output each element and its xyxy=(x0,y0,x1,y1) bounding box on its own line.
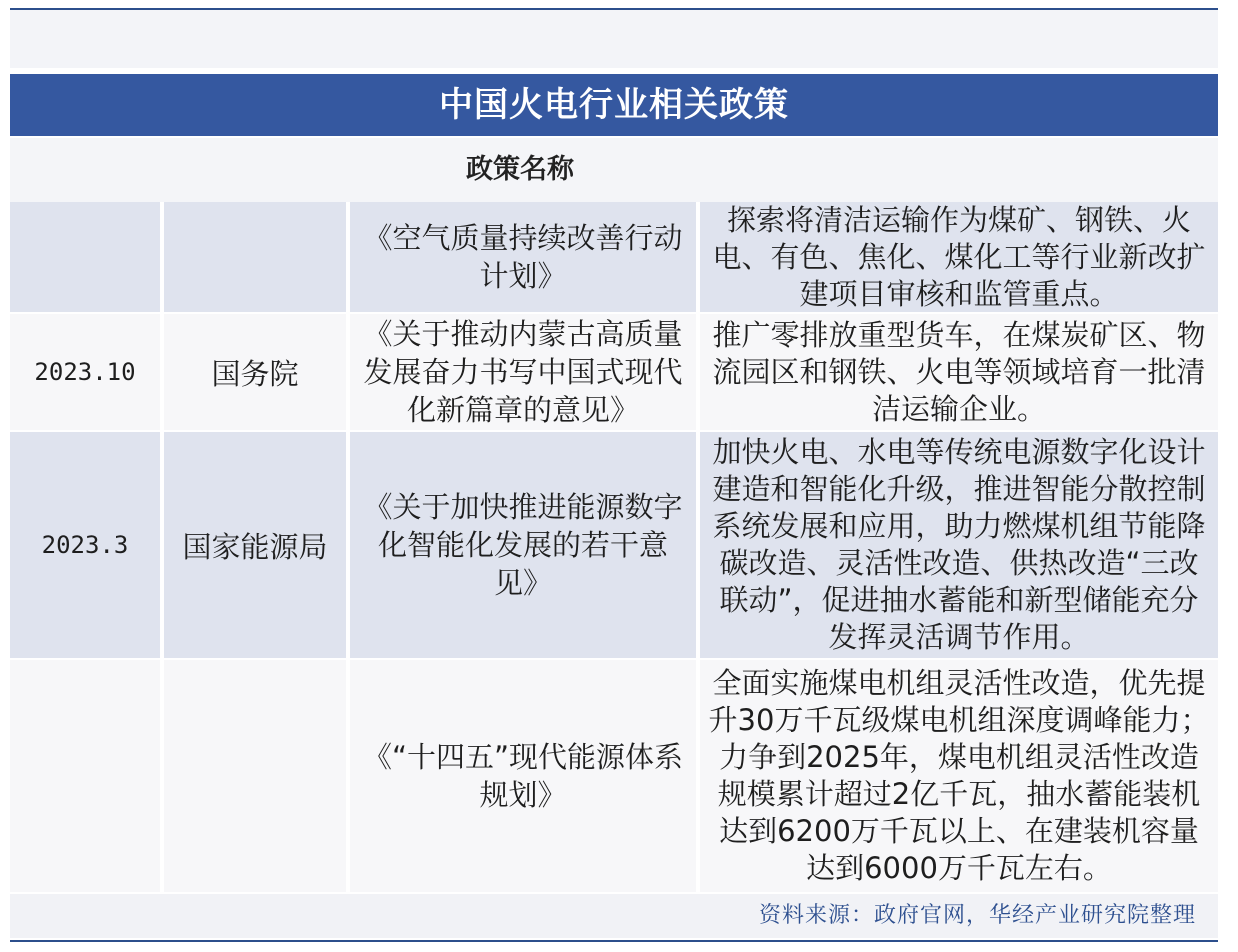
row-date: 2023.10 xyxy=(10,314,160,430)
source-note: 资料来源：政府官网，华经产业研究院整理 xyxy=(758,903,1196,928)
row-date xyxy=(10,660,160,892)
table-footer xyxy=(10,894,1218,938)
header-policy-name: 政策名称 xyxy=(466,154,574,185)
row-description: 推广零排放重型货车，在煤炭矿区、物流园区和钢铁、火电等领域培育一批清洁运输企业。 xyxy=(700,314,1218,430)
table-header-row xyxy=(10,138,1218,202)
table-row xyxy=(10,314,1218,430)
table-row xyxy=(10,432,1218,658)
table-row xyxy=(10,660,1218,892)
bottom-divider xyxy=(10,940,1218,942)
table-row xyxy=(10,202,1218,312)
row-description: 探索将清洁运输作为煤矿、钢铁、火电、有色、焦化、煤化工等行业新改扩建项目审核和监管重点。 xyxy=(700,202,1218,312)
row-policy-name: 《空气质量持续改善行动计划》 xyxy=(350,202,696,312)
row-date: 2023.3 xyxy=(10,432,160,658)
policy-table-card xyxy=(10,8,1218,944)
row-org xyxy=(164,202,346,312)
row-org xyxy=(164,660,346,892)
row-policy-name: 《关于加快推进能源数字化智能化发展的若干意见》 xyxy=(350,432,696,658)
top-strip xyxy=(10,8,1218,68)
row-policy-name: 《“十四五”现代能源体系规划》 xyxy=(350,660,696,892)
row-description: 全面实施煤电机组灵活性改造，优先提升30万千瓦级煤电机组深度调峰能力；力争到2025年，煤电机组灵活性改造规模累计超过2亿千瓦，抽水蓄能装机达到6200万千瓦以上、在建装机容量达到6000万千瓦左右。 xyxy=(700,660,1218,892)
row-org: 国家能源局 xyxy=(164,432,346,658)
row-policy-name: 《关于推动内蒙古高质量发展奋力书写中国式现代化新篇章的意见》 xyxy=(350,314,696,430)
table-title: 中国火电行业相关政策 xyxy=(10,74,1218,136)
row-date xyxy=(10,202,160,312)
row-org: 国务院 xyxy=(164,314,346,430)
row-description: 加快火电、水电等传统电源数字化设计建造和智能化升级，推进智能分散控制系统发展和应用，助力燃煤机组节能降碳改造、灵活性改造、供热改造“三改联动”，促进抽水蓄能和新型储能充分发挥灵活调节作用。 xyxy=(700,432,1218,658)
